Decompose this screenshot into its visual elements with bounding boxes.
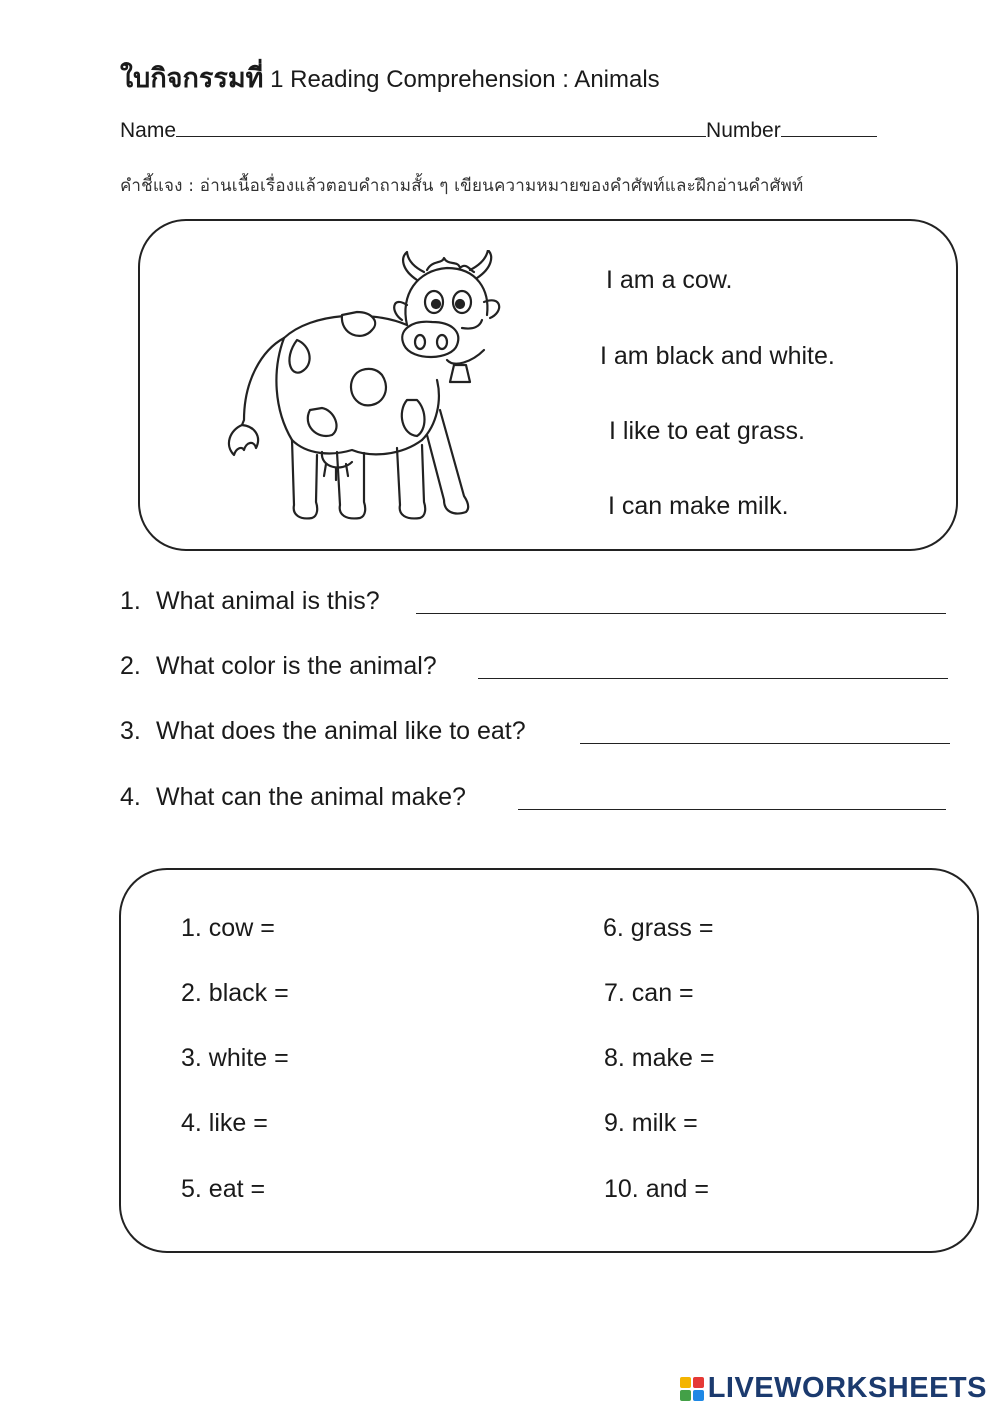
question-number: 3. xyxy=(120,717,141,745)
worksheet-title xyxy=(120,56,660,99)
number-label: Number xyxy=(706,119,781,142)
question-text: What animal is this? xyxy=(156,587,380,615)
vocab-item: 2. black = xyxy=(181,979,289,1007)
question-2 xyxy=(120,652,437,681)
vocab-item: 5. eat = xyxy=(181,1175,266,1203)
title-english: 1 Reading Comprehension : Animals xyxy=(270,66,660,93)
question-number: 4. xyxy=(120,783,141,811)
question-number: 1. xyxy=(120,587,141,615)
vocab-item: 9. milk = xyxy=(604,1109,698,1137)
question-3 xyxy=(120,717,526,746)
vocab-item: 7. can = xyxy=(604,979,694,1007)
cow-illustration xyxy=(222,250,522,540)
answer-line-3[interactable] xyxy=(580,743,950,744)
passage-sentence: I am black and white. xyxy=(600,342,835,370)
vocab-item: 8. make = xyxy=(604,1044,715,1072)
answer-line-4[interactable] xyxy=(518,809,946,810)
vocab-item: 3. white = xyxy=(181,1044,289,1072)
answer-line-2[interactable] xyxy=(478,678,948,679)
question-number: 2. xyxy=(120,652,141,680)
name-field[interactable] xyxy=(176,118,706,137)
question-text: What can the animal make? xyxy=(156,783,466,811)
instructions: คำชี้แจง : อ่านเนื้อเรื่องแล้วตอบคำถามสั้น ๆ เขียนความหมายของคำศัพท์และฝึกอ่านคำศัพท์ xyxy=(120,176,804,196)
vocab-item: 1. cow = xyxy=(181,914,275,942)
logo-text: LIVEWORKSHEETS xyxy=(707,1372,987,1404)
question-1 xyxy=(120,587,380,616)
logo-blocks-icon xyxy=(680,1377,704,1401)
question-text: What does the animal like to eat? xyxy=(156,717,526,745)
passage-sentence: I like to eat grass. xyxy=(609,417,805,445)
vocab-item: 4. like = xyxy=(181,1109,268,1137)
vocab-item: 10. and = xyxy=(604,1175,709,1203)
liveworksheets-logo xyxy=(680,1372,987,1405)
question-4 xyxy=(120,783,466,812)
passage-sentence: I can make milk. xyxy=(608,492,789,520)
title-thai: ใบกิจกรรมที่ xyxy=(120,63,264,94)
passage-sentence: I am a cow. xyxy=(606,266,733,294)
answer-line-1[interactable] xyxy=(416,613,946,614)
question-text: What color is the animal? xyxy=(156,652,437,680)
name-number-row xyxy=(120,118,877,143)
vocab-item: 6. grass = xyxy=(603,914,714,942)
name-label: Name xyxy=(120,119,177,142)
number-field[interactable] xyxy=(781,118,877,137)
